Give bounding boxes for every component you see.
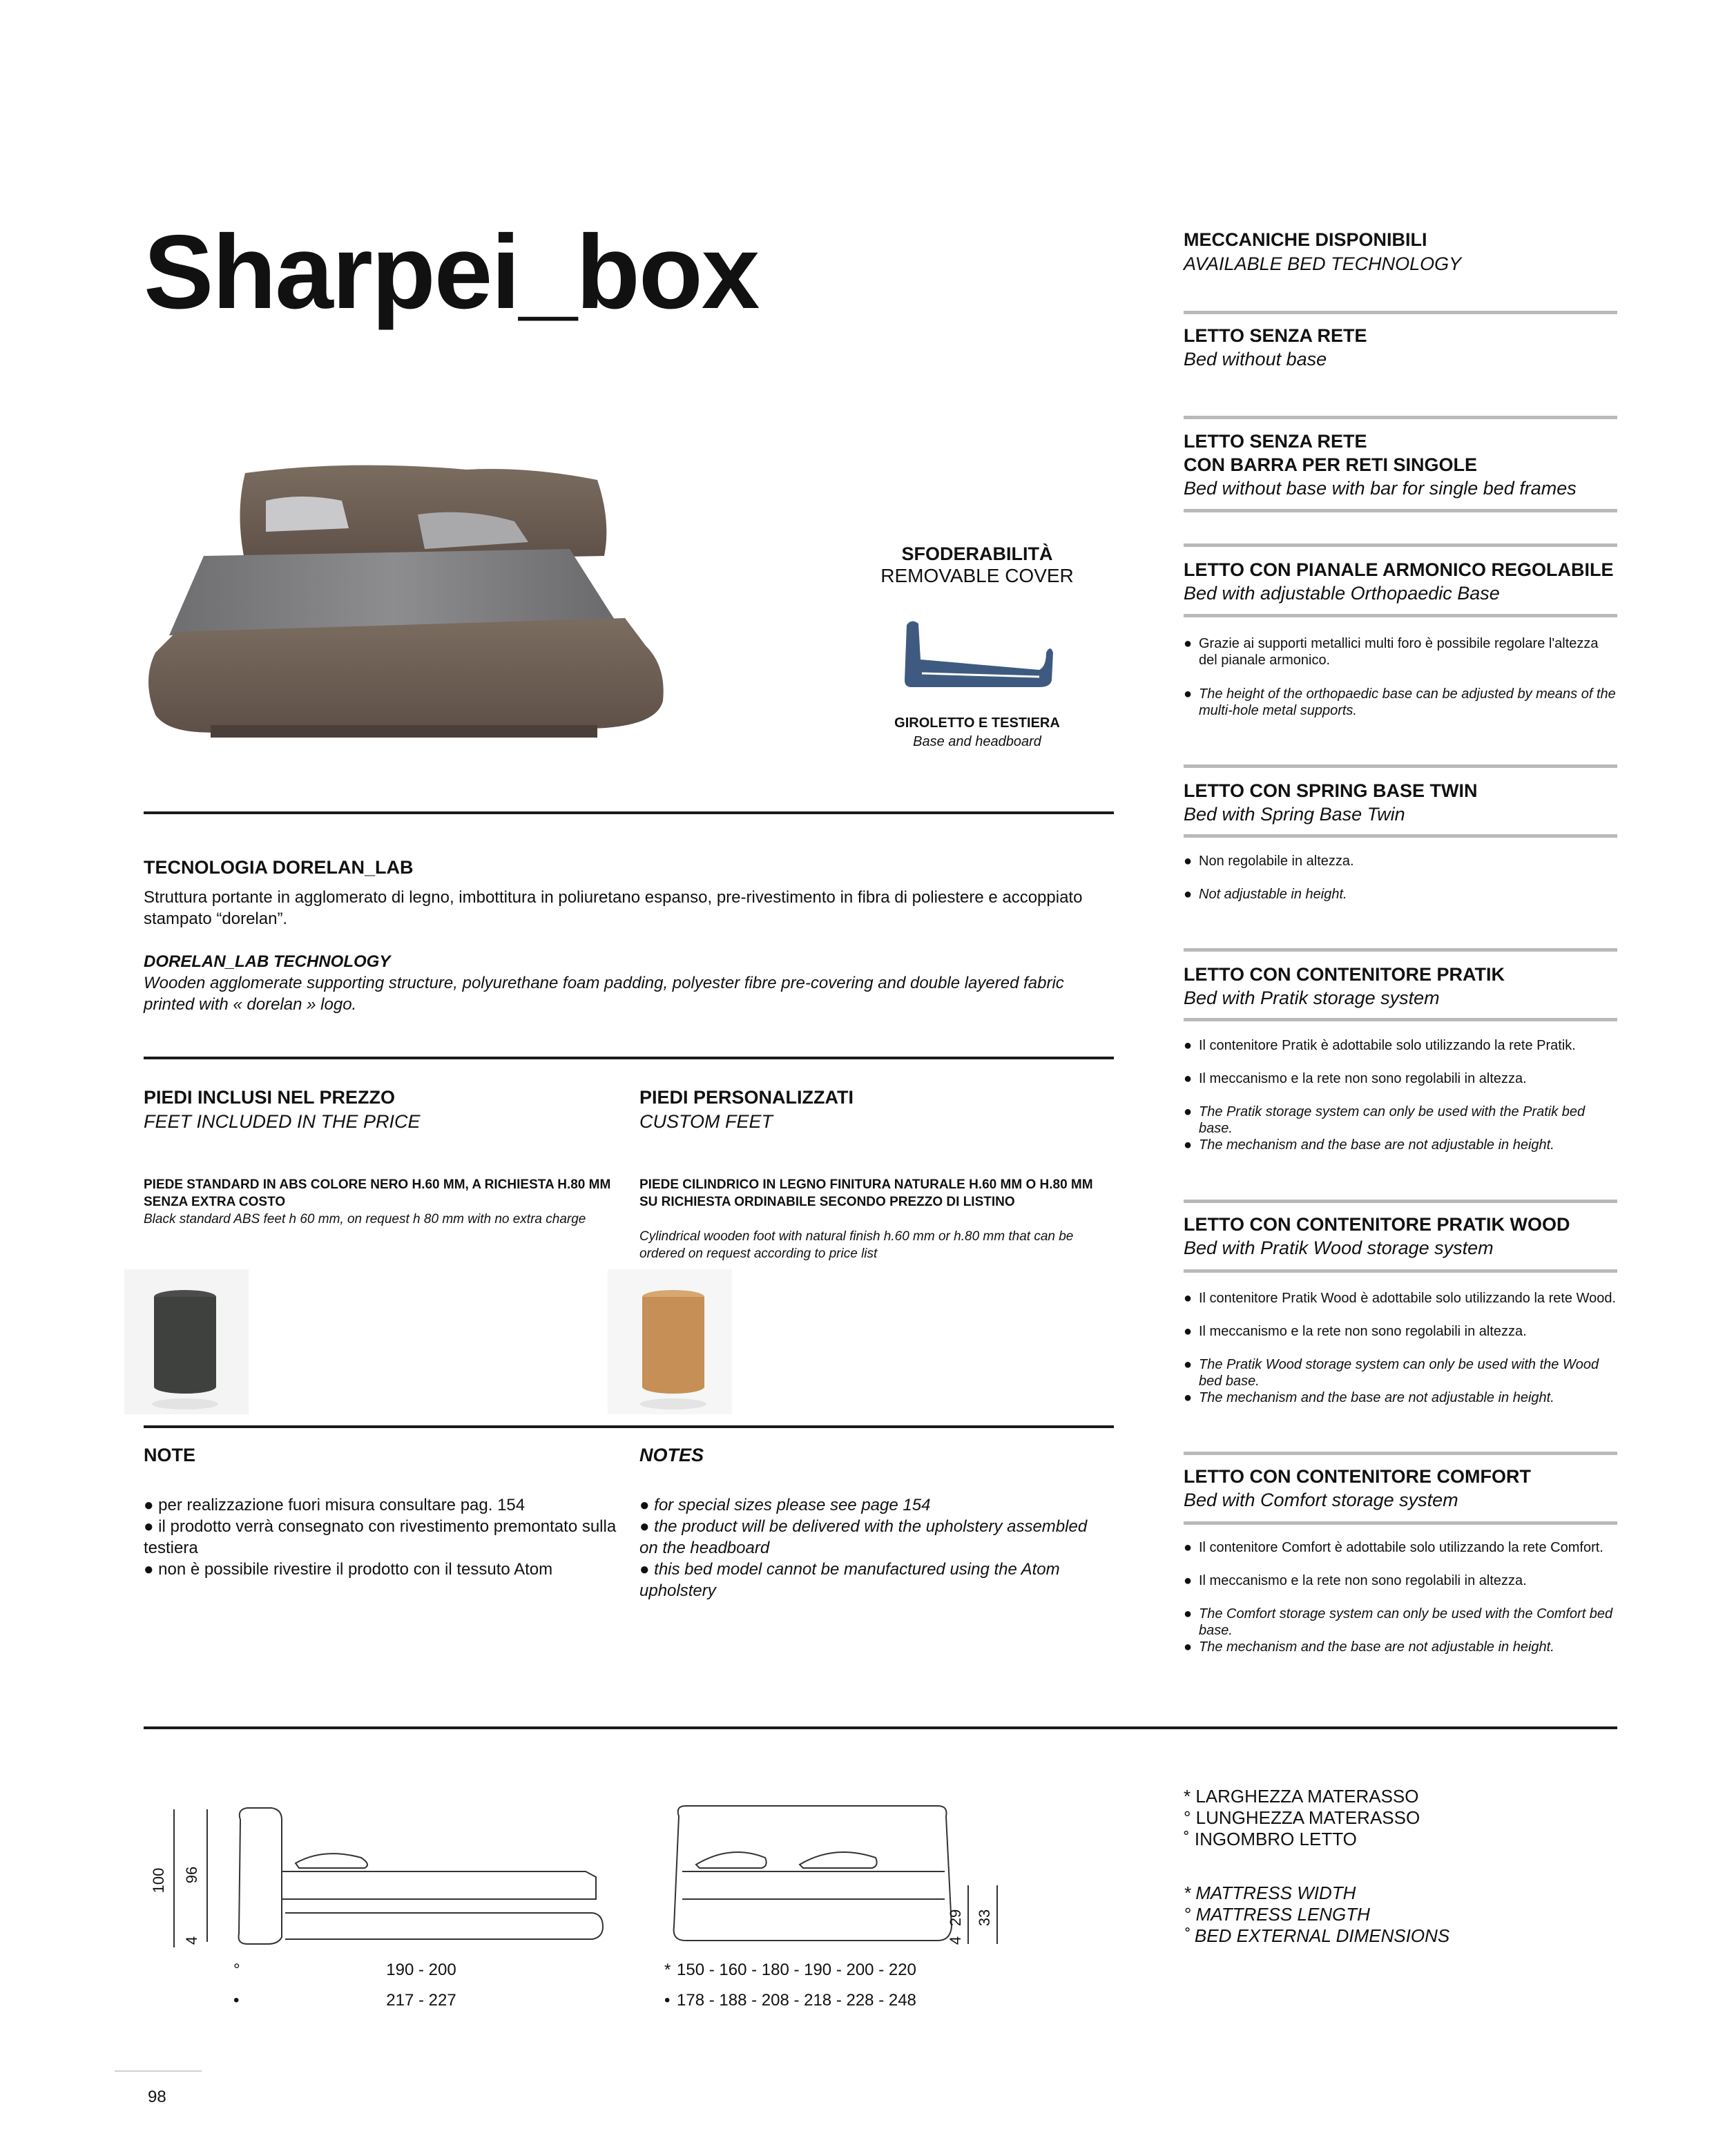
mechanism-note: ● Il contenitore Pratik è adottabile solo utilizzando la rete Pratik.: [1184, 1038, 1576, 1053]
divider: [1184, 1521, 1617, 1525]
divider: [1184, 1452, 1617, 1455]
feet-included-desc-en: Black standard ABS feet h 60 mm, on request h 80 mm with no extra charge: [144, 1212, 586, 1226]
footer-rule: [115, 2070, 202, 2072]
divider: [1184, 1018, 1617, 1021]
dim-bed-length: 217 - 227: [386, 1991, 456, 2010]
notes-list-en: [639, 1494, 1109, 1601]
removable-label-en: Base and headboard: [913, 734, 1041, 749]
removable-label: GIROLETTO E TESTIERA: [894, 715, 1060, 731]
divider: [1184, 948, 1617, 952]
mechanism-note: ● Non regolabile in altezza.: [1184, 854, 1354, 869]
feet-custom-desc: PIEDE CILINDRICO IN LEGNO FINITURA NATURALE H.60 MM O H.80 MM SU RICHIESTA ORDINABILE SECONDO PREZZO DI LISTINO: [639, 1177, 1093, 1209]
mechanism-subtitle: Bed without base: [1184, 349, 1327, 369]
mechanism-note: ● Il meccanismo e la rete non sono regolabili in altezza.: [1184, 1573, 1527, 1588]
mechanism-note: ● Il contenitore Pratik Wood è adottabile solo utilizzando la rete Wood.: [1184, 1291, 1617, 1306]
divider: [144, 1726, 1617, 1729]
dim-total-height: 100: [150, 1867, 167, 1894]
legend-item: * LARGHEZZA MATERASSO: [1184, 1786, 1419, 1807]
divider: [144, 811, 1114, 814]
dim-mattress-width: 150 - 160 - 180 - 190 - 200 - 220: [677, 1961, 916, 1979]
divider: [1184, 509, 1617, 512]
mechanism-note-en: ● The height of the orthopaedic base can be adjusted by means of the multi-hole metal supports.: [1184, 686, 1616, 718]
feet-included-heading: PIEDI INCLUSI NEL PREZZO: [144, 1087, 396, 1108]
page-title: Sharpei_box: [144, 213, 759, 331]
divider: [1184, 1269, 1617, 1273]
notes-list: [144, 1494, 620, 1580]
notes-heading-en: NOTES: [639, 1445, 704, 1465]
mechanism-note: ● Grazie ai supporti metallici multi foro è possibile regolare l'altezza del pianale armonico.: [1184, 636, 1599, 668]
mechanism-note: ● Il contenitore Comfort è adottabile solo utilizzando la rete Comfort.: [1184, 1540, 1603, 1555]
divider: [1184, 764, 1617, 768]
removable-heading: SFODERABILITÀ: [901, 543, 1053, 564]
black-foot-image: [124, 1269, 249, 1414]
technology-heading-en: DORELAN_LAB TECHNOLOGY: [144, 952, 391, 971]
note-item: ● per realizzazione fuori misura consultare pag. 154: [144, 1496, 526, 1514]
mechanism-title: LETTO CON CONTENITORE PRATIK WOOD: [1184, 1214, 1570, 1235]
legend-item-en: * MATTRESS WIDTH: [1184, 1883, 1356, 1903]
note-item-en: ● this bed model cannot be manufactured using the Atom upholstery: [639, 1560, 1060, 1600]
dim-headboard-height: 96: [183, 1866, 200, 1884]
technology-text: Struttura portante in agglomerato di legno, imbottitura in poliuretano espanso, pre-rivestimento in fibra di poliestere e accoppiato stampato “dorelan”.: [144, 888, 1083, 928]
divider: [144, 1057, 1114, 1059]
feet-custom-desc-en: Cylindrical wooden foot with natural finish h.60 mm or h.80 mm that can be ordered on request according to price list: [639, 1229, 1074, 1261]
feet-included-heading-en: FEET INCLUDED IN THE PRICE: [144, 1111, 421, 1132]
mechanism-subtitle: Bed with Pratik storage system: [1184, 988, 1440, 1008]
divider: [1184, 311, 1617, 314]
mechanisms-heading: MECCANICHE DISPONIBILI: [1184, 229, 1427, 250]
mechanism-note-en: ● The mechanism and the base are not adjustable in height.: [1184, 1639, 1554, 1655]
dimension-legend: [1184, 1786, 1420, 1850]
mechanism-subtitle: Bed with Spring Base Twin: [1184, 804, 1405, 825]
wooden-foot-image: [608, 1269, 732, 1414]
mechanism-note-en: ● Not adjustable in height.: [1184, 887, 1347, 902]
mechanism-note-en: ● The Pratik storage system can only be used with the Pratik bed base.: [1184, 1104, 1586, 1136]
divider: [1184, 834, 1617, 838]
note-item-en: ● the product will be delivered with the upholstery assembled on the headboard: [639, 1517, 1088, 1557]
mechanism-subtitle: Bed with Comfort storage system: [1184, 1490, 1458, 1510]
divider: [1184, 416, 1617, 419]
dim-symbol: •: [664, 1991, 671, 2010]
note-item-en: ● for special sizes please see page 154: [639, 1496, 931, 1514]
divider: [1184, 543, 1617, 547]
technology-text-en: Wooden agglomerate supporting structure, polyurethane foam padding, polyester fibre pre-covering and double layered fabric printed with « dorelan » logo.: [144, 974, 1064, 1014]
mechanism-note: ● Il meccanismo e la rete non sono regolabili in altezza.: [1184, 1071, 1527, 1086]
mechanism-note: ● Il meccanismo e la rete non sono regolabili in altezza.: [1184, 1324, 1527, 1339]
technology-heading: TECNOLOGIA DORELAN_LAB: [144, 857, 414, 878]
dimension-drawings: [144, 1789, 1014, 1954]
notes-heading: NOTE: [144, 1445, 196, 1465]
mechanism-title: LETTO CON PIANALE ARMONICO REGOLABILE: [1184, 559, 1614, 580]
mechanism-title: LETTO SENZA RETE: [1184, 325, 1367, 346]
legend-item-en: ˚ BED EXTERNAL DIMENSIONS: [1184, 1925, 1450, 1946]
dim-bed-height: 29: [947, 1909, 964, 1927]
legend-item-en: ° MATTRESS LENGTH: [1184, 1904, 1370, 1925]
feet-custom-heading: PIEDI PERSONALIZZATI: [639, 1087, 854, 1108]
divider: [1184, 1200, 1617, 1203]
dim-symbol: °: [233, 1961, 240, 1979]
mechanism-title: LETTO CON CONTENITORE COMFORT: [1184, 1466, 1531, 1487]
dim-symbol: *: [664, 1961, 671, 1979]
dimension-legend-en: [1184, 1883, 1449, 1947]
mechanisms-heading-en: AVAILABLE BED TECHNOLOGY: [1184, 253, 1462, 274]
feet-included-desc: PIEDE STANDARD IN ABS COLORE NERO H.60 MM, A RICHIESTA H.80 MM SENZA EXTRA COSTO: [144, 1177, 611, 1209]
mechanism-title: LETTO SENZA RETE: [1184, 431, 1367, 452]
note-item: ● il prodotto verrà consegnato con rivestimento premontato sulla testiera: [144, 1517, 617, 1557]
feet-custom-heading-en: CUSTOM FEET: [639, 1111, 773, 1132]
note-item: ● non è possibile rivestire il prodotto con il tessuto Atom: [144, 1560, 553, 1579]
mechanism-title-line2: CON BARRA PER RETI SINGOLE: [1184, 454, 1478, 475]
base-headboard-icon: [901, 618, 1053, 694]
legend-item: ˚ INGOMBRO LETTO: [1184, 1829, 1357, 1849]
mechanism-note-en: ● The mechanism and the base are not adjustable in height.: [1184, 1390, 1554, 1405]
mechanism-note-en: ● The Pratik Wood storage system can only be used with the Wood bed base.: [1184, 1357, 1599, 1389]
dim-mattress-length: 190 - 200: [386, 1961, 456, 1979]
mechanism-note-en: ● The mechanism and the base are not adjustable in height.: [1184, 1137, 1554, 1153]
mechanism-subtitle: Bed with Pratik Wood storage system: [1184, 1238, 1494, 1258]
page-number: 98: [148, 2088, 166, 2106]
mechanism-title: LETTO CON CONTENITORE PRATIK: [1184, 964, 1505, 985]
dim-bed-width: 178 - 188 - 208 - 218 - 228 - 248: [677, 1991, 916, 2010]
mechanism-title: LETTO CON SPRING BASE TWIN: [1184, 780, 1478, 801]
divider: [144, 1425, 1114, 1428]
removable-subheading: REMOVABLE COVER: [880, 565, 1074, 586]
bed-photo: [142, 452, 666, 742]
dim-foot-height: 4: [183, 1936, 200, 1945]
mechanism-subtitle: Bed with adjustable Orthopaedic Base: [1184, 583, 1500, 604]
mechanism-subtitle: Bed without base with bar for single bed frames: [1184, 478, 1577, 499]
legend-item: ° LUNGHEZZA MATERASSO: [1184, 1807, 1420, 1828]
dim-symbol: •: [233, 1991, 240, 2010]
dim-bed-total-height: 33: [976, 1909, 993, 1927]
dim-foot2-height: 4: [947, 1936, 964, 1945]
divider: [1184, 614, 1617, 617]
mechanism-note-en: ● The Comfort storage system can only be used with the Comfort bed base.: [1184, 1606, 1613, 1638]
